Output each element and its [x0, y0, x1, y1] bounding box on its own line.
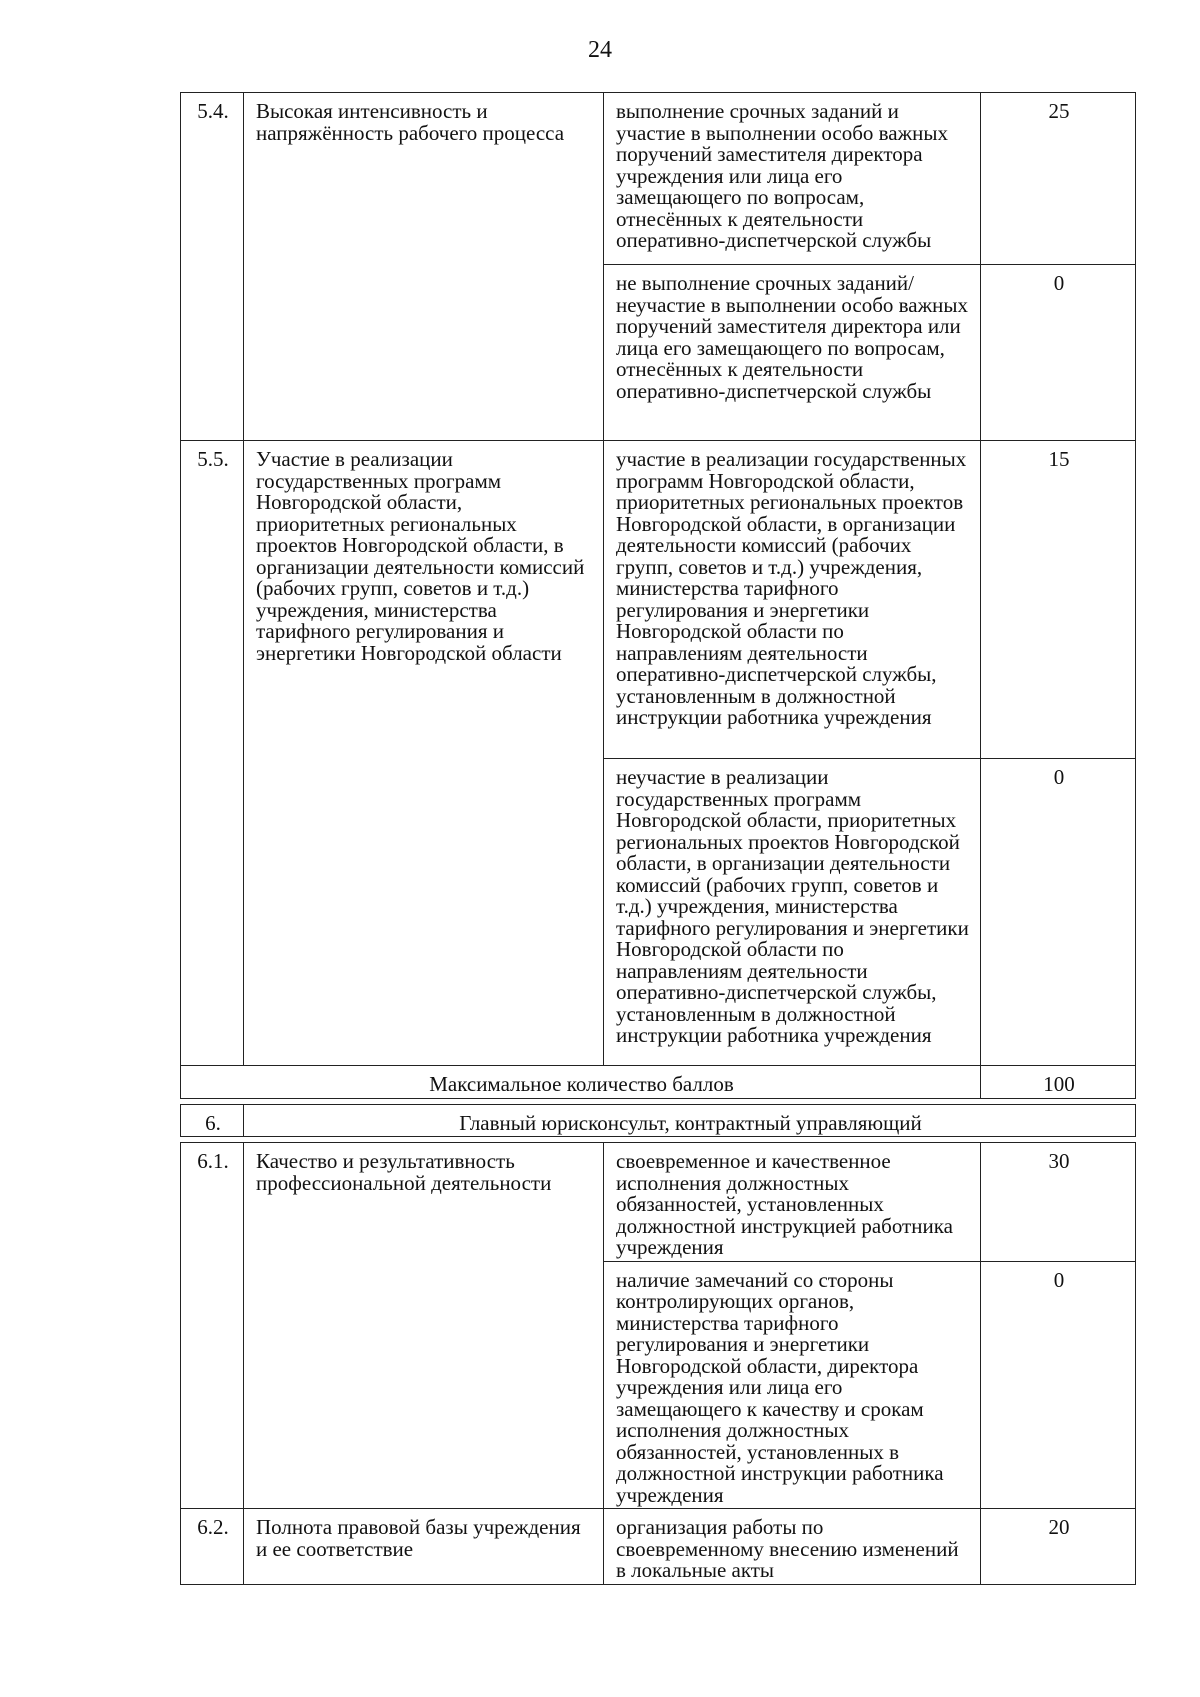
condition-text: неучастие в реализации государственных программ Новгородской области, приоритетных региональных проектов Новгородской области, в организации деятельности комиссий (рабочих групп, советов и т.д.) учреждения, министерства тарифного регулирования и энергетики Новгородской области по направлениям деятельности оперативно-диспетчерской службы, установленным в должностной инструкции работника учреждения — [604, 759, 981, 1066]
condition-text: участие в реализации государственных программ Новгородской области, приоритетных региональных проектов Новгородской области, в организации деятельности комиссий (рабочих групп, советов и т.д.) учреждения, министерства тарифного регулирования и энергетики Новгородской области по направлениям деятельности оперативно-диспетчерской службы, установленным в должностной инструкции работника учреждения — [604, 441, 981, 759]
criterion-name: Полнота правовой базы учреждения и ее соответствие — [244, 1509, 604, 1585]
row-number: 6.1. — [181, 1143, 244, 1509]
page-number: 24 — [588, 37, 612, 63]
row-number: 5.4. — [181, 93, 244, 441]
condition-text: наличие замечаний со стороны контролирующих органов, министерства тарифного регулирования и энергетики Новгородской области, директора учреждения или лица его замещающего к качеству и срокам исполнения должностных обязанностей, установленных в должностной инструкции работника учреждения — [604, 1261, 981, 1509]
points-value: 20 — [981, 1509, 1136, 1585]
table-row — [181, 1143, 1136, 1262]
section-header-row — [181, 1104, 1136, 1137]
criterion-name: Качество и результативность профессиональной деятельности — [244, 1143, 604, 1509]
points-value: 30 — [981, 1143, 1136, 1262]
table-row — [181, 1509, 1136, 1585]
condition-text: своевременное и качественное исполнения должностных обязанностей, установленных должностной инструкцией работника учреждения — [604, 1143, 981, 1262]
section-title: Главный юрисконсульт, контрактный управляющий — [244, 1104, 1136, 1137]
table-row — [181, 93, 1136, 265]
condition-text: не выполнение срочных заданий/ неучастие в выполнении особо важных поручений заместителя директора или лица его замещающего по вопросам, отнесённых к деятельности оперативно-диспетчерской службы — [604, 265, 981, 441]
row-number: 6.2. — [181, 1509, 244, 1585]
max-score-label: Максимальное количество баллов — [181, 1066, 981, 1099]
section-number: 6. — [181, 1104, 244, 1137]
criterion-name: Участие в реализации государственных программ Новгородской области, приоритетных региональных проектов Новгородской области, в организации деятельности комиссий (рабочих групп, советов и т.д.) учреждения, министерства тарифного регулирования и энергетики Новгородской области — [244, 441, 604, 1066]
points-value: 0 — [981, 759, 1136, 1066]
points-value: 0 — [981, 1261, 1136, 1509]
points-value: 25 — [981, 93, 1136, 265]
points-value: 15 — [981, 441, 1136, 759]
row-number: 5.5. — [181, 441, 244, 1066]
table-row-max-score — [181, 1066, 1136, 1099]
criterion-name: Высокая интенсивность и напряжённость рабочего процесса — [244, 93, 604, 441]
table-row — [181, 441, 1136, 759]
max-score-value: 100 — [981, 1066, 1136, 1099]
criteria-table — [180, 92, 1136, 1585]
condition-text: организация работы по своевременному внесению изменений в локальные акты — [604, 1509, 981, 1585]
points-value: 0 — [981, 265, 1136, 441]
condition-text: выполнение срочных заданий и участие в выполнении особо важных поручений заместителя директора учреждения или лица его замещающего по вопросам, отнесённых к деятельности оперативно-диспетчерской службы — [604, 93, 981, 265]
